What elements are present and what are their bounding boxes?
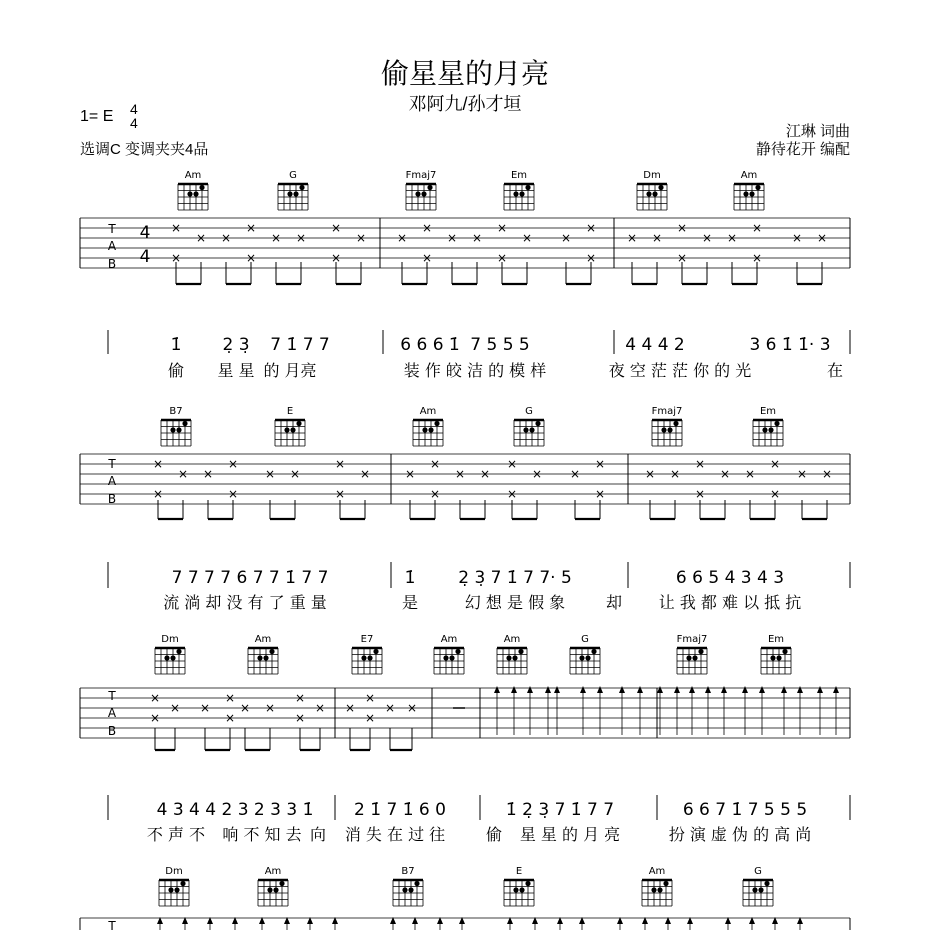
chord-diagram — [652, 406, 683, 446]
tab-note-x: × — [270, 231, 282, 245]
chord-finger-dot — [758, 887, 763, 892]
tab-note-x: × — [744, 467, 756, 481]
melody-group: 1̇ 2̣ 3̣ 7 1̇ 7 7 — [505, 800, 615, 820]
chord-finger-dot — [187, 191, 192, 196]
chord-diagram — [278, 170, 308, 210]
tab-note-x: × — [719, 467, 731, 481]
chord-finger-dot — [257, 655, 262, 660]
chord-name: G — [754, 866, 762, 877]
tab-note-x: × — [821, 467, 833, 481]
time-signature-top: 4 — [130, 101, 138, 117]
chord-finger-dot — [408, 887, 413, 892]
tab-note-x: × — [355, 231, 367, 245]
melody-group: 4 3 4 4 2 3 2 3 3 1̇ — [156, 800, 314, 820]
chord-finger-dot — [525, 185, 530, 190]
tab-note-x: × — [334, 457, 346, 471]
chord-diagram — [497, 634, 527, 674]
chord-diagram — [677, 634, 708, 674]
melody-group: 7 7 7 7 6 7 7 1̇ 7 7 — [171, 568, 329, 588]
chord-name: Am — [503, 634, 521, 645]
tab-letter-t-4: T — [108, 919, 116, 930]
tab-note-x: × — [239, 701, 251, 715]
tab-note-x: × — [506, 487, 518, 501]
tab-staff-3 — [80, 688, 850, 738]
tab-note-x: × — [769, 487, 781, 501]
tab-letter-b-2: B — [107, 492, 117, 506]
strum-arrow-up — [781, 686, 787, 693]
chord-diagram — [275, 406, 305, 446]
chord-finger-dot — [427, 185, 432, 190]
chord-finger-dot — [523, 427, 528, 432]
chord-name: G — [581, 634, 589, 645]
chord-name: G — [289, 170, 297, 181]
chord-diagram — [504, 170, 534, 210]
tab-note-x: × — [404, 467, 416, 481]
chord-name: B7 — [401, 866, 415, 877]
chord-finger-dot — [174, 887, 179, 892]
chord-diagram — [178, 170, 208, 210]
lyric-group: 偷 — [167, 361, 185, 380]
strum-arrow-up — [817, 686, 823, 693]
tab-note-x: × — [594, 487, 606, 501]
melody-group: 3 6 1̇ 1̇· 3 — [749, 335, 831, 355]
tab-note-x: × — [149, 711, 161, 725]
chord-diagram — [159, 866, 189, 906]
chord-finger-dot — [273, 887, 278, 892]
tab-note-x: × — [651, 231, 663, 245]
chord-diagram — [642, 866, 672, 906]
arranger-credit: 静待花开 编配 — [755, 141, 850, 158]
strum-arrow-up — [833, 686, 839, 693]
lyric-group: 却 — [605, 593, 623, 612]
strum-arrow-up — [759, 686, 765, 693]
chord-finger-dot — [743, 191, 748, 196]
tab-note-x: × — [289, 467, 301, 481]
chord-finger-dot — [170, 655, 175, 660]
tab-note-x: × — [626, 231, 638, 245]
tab-note-x: × — [264, 467, 276, 481]
tab-note-x: × — [294, 691, 306, 705]
chord-finger-dot — [373, 649, 378, 654]
lyric-group: 响 不 知 去 — [222, 825, 302, 844]
tab-note-x: × — [429, 457, 441, 471]
tab-note-x: × — [227, 487, 239, 501]
melody-group: 6 6 7 1̇ 7 5 5 5 — [682, 800, 808, 820]
tab-note-x: × — [314, 701, 326, 715]
tab-note-x: × — [569, 467, 581, 481]
chord-diagram — [406, 170, 437, 210]
chord-finger-dot — [661, 427, 666, 432]
tab-note-x: × — [694, 487, 706, 501]
chord-finger-dot — [414, 881, 419, 886]
chord-finger-dot — [263, 655, 268, 660]
chord-finger-dot — [667, 427, 672, 432]
tab-letter-t: T — [108, 222, 116, 236]
strum-arrow-up — [527, 686, 533, 693]
tab-note-x: × — [220, 231, 232, 245]
chord-diagram — [504, 866, 534, 906]
chord-diagram — [753, 406, 783, 446]
chord-finger-dot — [646, 191, 651, 196]
tab-note-x: × — [471, 231, 483, 245]
tab-note-x: × — [199, 701, 211, 715]
chord-finger-dot — [657, 887, 662, 892]
chord-finger-dot — [164, 655, 169, 660]
lyric-group: 向 — [309, 825, 327, 844]
strum-arrow-up — [580, 686, 586, 693]
tab-note-x: × — [169, 701, 181, 715]
tab-note-x: × — [796, 467, 808, 481]
melody-group: 2 1̇ 7 1̇ 6 0 — [354, 800, 446, 820]
chord-name: Am — [254, 634, 272, 645]
chord-name: E — [286, 406, 294, 417]
chord-finger-dot — [293, 191, 298, 196]
chord-name: Fmaj7 — [676, 634, 708, 645]
strum-arrow-up — [689, 686, 695, 693]
lyric-group: 星 星 的 月 亮 — [519, 825, 621, 844]
strum-arrow-up — [705, 686, 711, 693]
strum-arrow-up — [554, 686, 560, 693]
tab-note-x: × — [295, 231, 307, 245]
chord-finger-dot — [755, 185, 760, 190]
tab-note-x: × — [701, 231, 713, 245]
key-signature: 1= E — [80, 108, 114, 125]
chord-finger-dot — [658, 185, 663, 190]
tab-note-x: × — [694, 457, 706, 471]
tab-note-x: × — [751, 221, 763, 235]
chord-diagram — [743, 866, 773, 906]
chord-finger-dot — [296, 421, 301, 426]
chord-finger-dot — [698, 649, 703, 654]
chord-finger-dot — [591, 649, 596, 654]
chord-name: Dm — [165, 866, 183, 877]
melody-group: 2̣ 3̣ 7 1̇ 7 7· 5 — [458, 568, 572, 588]
tab-note-x: × — [224, 711, 236, 725]
tab-note-x: × — [170, 251, 182, 265]
lyric-group: 夜 空 茫 茫 你 的 光 — [608, 361, 752, 380]
tab-note-x: × — [726, 231, 738, 245]
melody-group: 6 6 6 1̇ — [400, 335, 460, 355]
chord-finger-dot — [284, 427, 289, 432]
chord-name: Dm — [643, 170, 661, 181]
tab-note-x: × — [506, 457, 518, 471]
tab-note-x: × — [585, 251, 597, 265]
chord-name: E7 — [360, 634, 374, 645]
chord-finger-dot — [361, 655, 366, 660]
chord-diagram — [570, 634, 600, 674]
melody-group: 2̣ 3̣ — [222, 335, 250, 355]
tab-note-x: × — [177, 467, 189, 481]
strum-arrow-up — [619, 686, 625, 693]
chord-name: Am — [440, 634, 458, 645]
tab-note-x: × — [676, 251, 688, 265]
chord-finger-dot — [651, 887, 656, 892]
strum-arrow-up — [597, 686, 603, 693]
lyric-group: 流 淌 却 没 有 了 重 量 — [163, 593, 327, 612]
tab-note-x: × — [521, 231, 533, 245]
chord-diagram — [434, 634, 464, 674]
chord-name: Fmaj7 — [405, 170, 437, 181]
chord-diagram — [393, 866, 423, 906]
chord-finger-dot — [513, 191, 518, 196]
chord-name: Am — [740, 170, 758, 181]
chord-finger-dot — [535, 421, 540, 426]
tab-note-x: × — [429, 487, 441, 501]
tab-note-x: × — [496, 221, 508, 235]
chord-finger-dot — [455, 649, 460, 654]
chord-finger-dot — [525, 881, 530, 886]
chord-name: Em — [510, 170, 528, 181]
chord-finger-dot — [518, 649, 523, 654]
tab-note-x: × — [644, 467, 656, 481]
chord-finger-dot — [749, 191, 754, 196]
chord-finger-dot — [434, 421, 439, 426]
tab-note-x: × — [816, 231, 828, 245]
lyric-group: 的 月亮 — [263, 361, 317, 380]
chord-diagram — [352, 634, 382, 674]
chord-finger-dot — [764, 881, 769, 886]
chord-finger-dot — [176, 427, 181, 432]
chord-name: Dm — [161, 634, 179, 645]
tab-note-x: × — [330, 251, 342, 265]
tab-note-x: × — [406, 701, 418, 715]
strum-arrow-up — [742, 686, 748, 693]
chord-name: B7 — [169, 406, 183, 417]
chord-finger-dot — [182, 421, 187, 426]
tab-note-x: × — [294, 711, 306, 725]
chord-finger-dot — [180, 881, 185, 886]
chord-finger-dot — [652, 191, 657, 196]
tab-note-x: × — [454, 467, 466, 481]
tab-note-x: × — [769, 457, 781, 471]
tab-note-x: × — [195, 231, 207, 245]
chord-diagram — [248, 634, 278, 674]
chord-name: Em — [759, 406, 777, 417]
song-title: 偷星星的月亮 — [380, 58, 549, 89]
strum-arrow-up — [637, 686, 643, 693]
chord-finger-dot — [776, 655, 781, 660]
chord-finger-dot — [774, 421, 779, 426]
chord-diagram — [161, 406, 191, 446]
chord-finger-dot — [422, 427, 427, 432]
tab-note-x: × — [751, 251, 763, 265]
strum-arrow-up — [674, 686, 680, 693]
melody-group: 1̇ — [170, 335, 182, 355]
tab-note-x: × — [149, 691, 161, 705]
chord-name: Am — [184, 170, 202, 181]
tab-note-x: × — [344, 701, 356, 715]
tab-note-x: × — [224, 691, 236, 705]
chord-finger-dot — [428, 427, 433, 432]
chord-finger-dot — [513, 887, 518, 892]
lyric-group: 在 — [826, 361, 844, 380]
tab-note-x: × — [227, 457, 239, 471]
tab-note-x: × — [245, 251, 257, 265]
chord-diagram — [155, 634, 185, 674]
lyric-group: 偷 — [485, 825, 503, 844]
tab-note-x: × — [396, 231, 408, 245]
tab-note-x: × — [245, 221, 257, 235]
tab-note-x: × — [479, 467, 491, 481]
lyric-group: 不 声 不 — [146, 825, 206, 844]
chord-finger-dot — [299, 185, 304, 190]
chord-name: Fmaj7 — [651, 406, 683, 417]
tab-note-x: × — [421, 251, 433, 265]
chord-finger-dot — [402, 887, 407, 892]
tab-note-x: × — [170, 221, 182, 235]
tab-note-x: × — [152, 487, 164, 501]
chord-finger-dot — [287, 191, 292, 196]
lyric-group: 让 我 都 难 以 抵 抗 — [658, 593, 802, 612]
tab-note-x: × — [669, 467, 681, 481]
lyric-group: 扮 演 虚 伪 的 高 尚 — [668, 825, 812, 844]
chord-finger-dot — [506, 655, 511, 660]
tab-time-bottom: 4 — [139, 247, 151, 267]
chord-diagram — [258, 866, 288, 906]
chord-finger-dot — [170, 427, 175, 432]
chord-finger-dot — [529, 427, 534, 432]
chord-finger-dot — [279, 881, 284, 886]
tab-note-x: × — [359, 467, 371, 481]
tab-note-x: × — [152, 457, 164, 471]
chord-finger-dot — [193, 191, 198, 196]
chord-finger-dot — [367, 655, 372, 660]
chord-finger-dot — [686, 655, 691, 660]
strum-arrow-up — [721, 686, 727, 693]
tab-letter-t-3: T — [108, 689, 116, 703]
tab-note-x: × — [791, 231, 803, 245]
chord-finger-dot — [770, 655, 775, 660]
lyric-group: 星 星 — [217, 361, 255, 380]
melody-group: 7 5 5 5 — [470, 335, 530, 355]
chord-name: Em — [767, 634, 785, 645]
chord-finger-dot — [176, 649, 181, 654]
chord-finger-dot — [752, 887, 757, 892]
lyric-group: 装 作 皎 洁 的 模 样 — [403, 361, 547, 380]
tab-note-x: × — [676, 221, 688, 235]
lyric-group: 幻 想 是 假 象 — [464, 593, 566, 612]
chord-finger-dot — [579, 655, 584, 660]
chord-finger-dot — [269, 649, 274, 654]
chord-diagram — [514, 406, 544, 446]
chord-finger-dot — [673, 421, 678, 426]
tab-note-x: × — [334, 487, 346, 501]
tab-note-x: × — [384, 701, 396, 715]
lyric-group: 是 — [401, 593, 419, 612]
chord-name: G — [525, 406, 533, 417]
artist-name: 邓阿九/孙才垣 — [408, 94, 522, 114]
tab-letter-a-3: A — [107, 706, 117, 720]
chord-finger-dot — [449, 655, 454, 660]
tab-note-x: × — [594, 457, 606, 471]
chord-finger-dot — [782, 649, 787, 654]
melody-group: 4 4 4 2 — [625, 335, 685, 355]
chord-finger-dot — [443, 655, 448, 660]
tab-note-x: × — [330, 221, 342, 235]
chord-finger-dot — [585, 655, 590, 660]
chord-diagram — [734, 170, 764, 210]
chord-finger-dot — [168, 887, 173, 892]
tab-note-x: × — [531, 467, 543, 481]
chord-diagram — [637, 170, 667, 210]
tab-letter-b-3: B — [107, 724, 117, 738]
tab-time-top: 4 — [139, 223, 151, 243]
chord-finger-dot — [290, 427, 295, 432]
chord-finger-dot — [762, 427, 767, 432]
chord-finger-dot — [421, 191, 426, 196]
chord-name: E — [515, 866, 523, 877]
strum-arrow-up — [657, 686, 663, 693]
lyric-group: 消 失 在 过 往 — [344, 825, 446, 844]
lyricist-credit: 江琳 词曲 — [785, 123, 850, 140]
tab-note-x: × — [560, 231, 572, 245]
tab-note-x: × — [446, 231, 458, 245]
tab-note-x: × — [264, 701, 276, 715]
strum-arrow-up — [545, 686, 551, 693]
tab-letter-a: A — [107, 239, 117, 253]
chord-finger-dot — [512, 655, 517, 660]
chord-diagram — [413, 406, 443, 446]
strum-arrow-up — [494, 686, 500, 693]
time-signature-bottom: 4 — [130, 115, 138, 131]
tab-note-x: × — [202, 467, 214, 481]
strum-arrow-up — [511, 686, 517, 693]
chord-finger-dot — [692, 655, 697, 660]
tab-note-x: × — [585, 221, 597, 235]
tab-note-x: × — [421, 221, 433, 235]
chord-finger-dot — [663, 881, 668, 886]
melody-group: 7 1̇ 7 7 — [270, 335, 330, 355]
tab-note-x: × — [364, 691, 376, 705]
chord-finger-dot — [519, 191, 524, 196]
chord-finger-dot — [519, 887, 524, 892]
tab-letter-a-2: A — [107, 474, 117, 488]
chord-name: Am — [648, 866, 666, 877]
tab-letter-b: B — [107, 257, 117, 271]
chord-finger-dot — [768, 427, 773, 432]
chord-name: Am — [419, 406, 437, 417]
melody-group: 1̇ — [404, 568, 416, 588]
chord-diagram — [761, 634, 791, 674]
capo-info: 选调C 变调夹夹4品 — [80, 141, 209, 158]
tab-note-x: × — [496, 251, 508, 265]
chord-finger-dot — [415, 191, 420, 196]
chord-finger-dot — [267, 887, 272, 892]
strum-arrow-up — [797, 686, 803, 693]
tab-letter-t-2: T — [108, 457, 116, 471]
melody-group: 6 6 5 4 3 4 3 — [675, 568, 785, 588]
chord-name: Am — [264, 866, 282, 877]
chord-finger-dot — [199, 185, 204, 190]
tab-note-x: × — [364, 711, 376, 725]
